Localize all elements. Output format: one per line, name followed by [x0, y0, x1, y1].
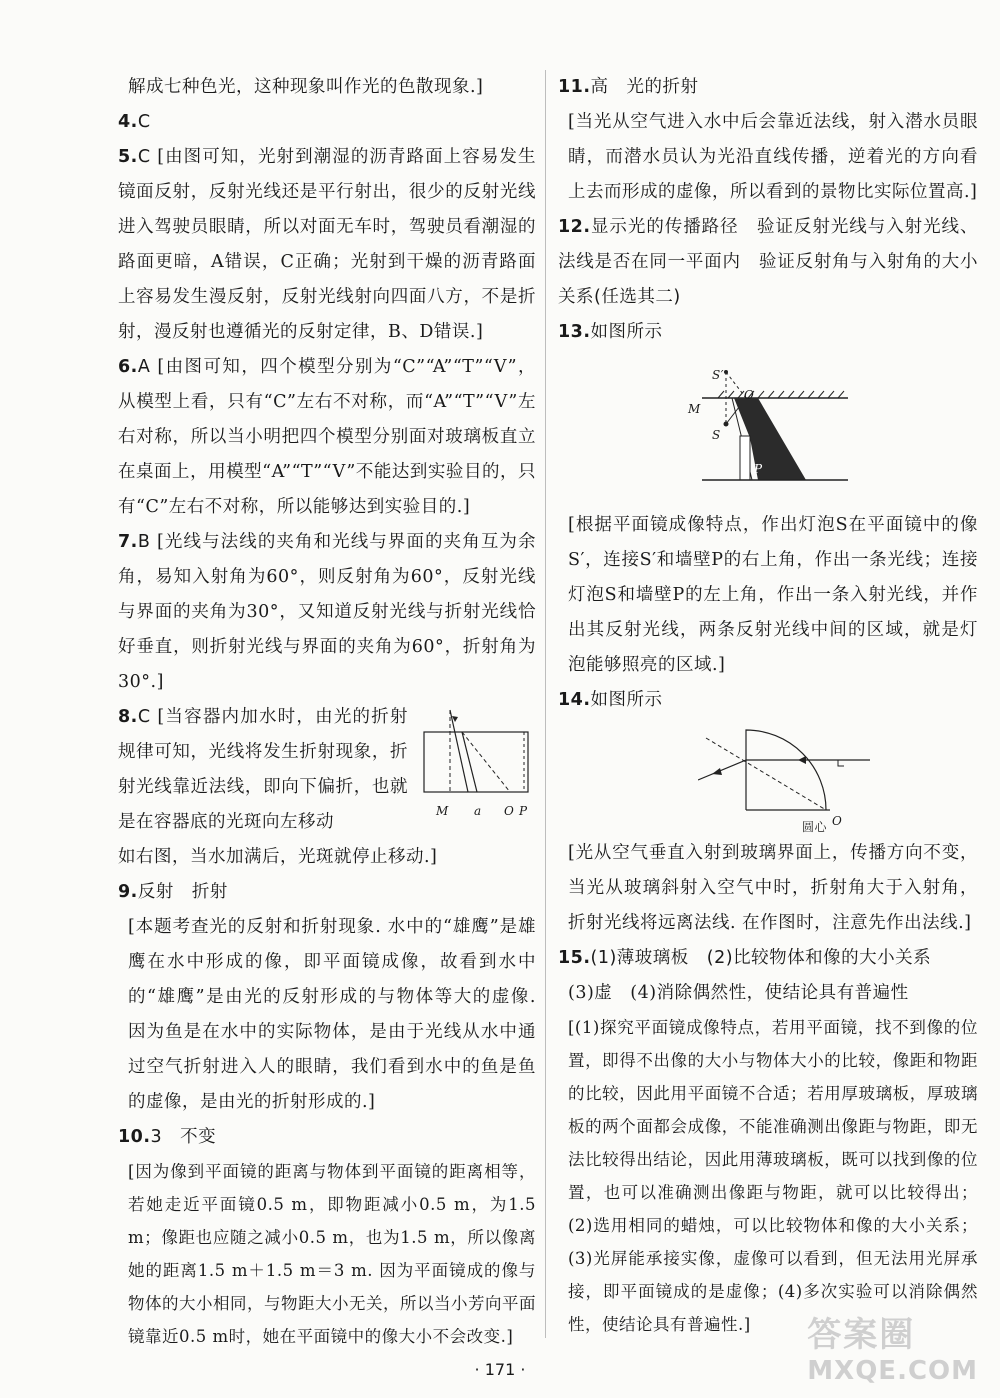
- q8-explanation: [当容器内加水时，由光的折射规律可知，光线将发生折射现象，折射光线靠近法线，即向下偏折，也就是在容器底的光斑向左移动: [118, 707, 408, 832]
- column-divider: [545, 70, 546, 1338]
- q6-explanation: [由图可知，四个模型分别为“C”“A”“T”“V”，从模型上看，只有“C”左右不对称，而“A”“T”“V”左右对称，所以当小明把四个模型分别面对玻璃板直立在桌面上，用模型“A”“T”“V”不能达到实验目的，只有“C”左右不对称，所以能够达到实验目的.]: [118, 357, 536, 517]
- watermark-top: 答案圈: [807, 1315, 916, 1355]
- q15-answer-2: (3)虚 (4)消除偶然性，使结论具有普遍性: [568, 983, 909, 1003]
- q13-figure: [688, 358, 978, 508]
- page-number: · 171 ·: [474, 1360, 526, 1379]
- q6: 6.A [由图可知，四个模型分别为“C”“A”“T”“V”，从模型上看，只有“C”左右不对称，而“A”“T”“V”左右对称，所以当小明把四个模型分别面对玻璃板直立在桌面上，用模型“A”“T”“V”不能达到实验目的，只有“C”左右不对称，所以能够达到实验目的.]: [118, 357, 536, 517]
- q15-explanation: [(1)探究平面镜成像特点，若用平面镜，找不到像的位置，即得不出像的大小与物体大小的比较，像距和物距的比较，因此用平面镜不合适；若用厚玻璃板，厚玻璃板的两个面都会成像，不能准确测出像距与物距，即无法比较得出结论，因此用薄玻璃板，既可以找到像的位置，也可以准确测出像距与物距，就可以比较得出；(2)选用相同的蜡烛，可以比较物体和像的大小关系；(3)光屏能承接实像，虚像可以看到，但无法用光屏承接，即平面镜成的是虚像；(4)多次实验可以消除偶然性，使结论具有普遍性.]: [568, 1018, 978, 1334]
- label-a: a: [474, 804, 482, 818]
- q14: 14.如图所示: [558, 690, 663, 710]
- q11: 11.高 光的折射: [558, 77, 699, 97]
- q12: 12.显示光的传播路径 验证反射光线与入射光线、法线是否在同一平面内 验证反射角与入射角的大小关系(任选其二): [558, 217, 978, 307]
- watermark-logo: [807, 1307, 978, 1386]
- label-o13: O: [744, 388, 755, 402]
- q11-explanation: [当光从空气进入水中后会靠近法线，射入潜水员眼睛，而潜水员认为光沿直线传播，逆着光的方向看上去而形成的虚像，所以看到的景物比实际位置高.]: [568, 112, 978, 202]
- right-column: [558, 70, 978, 1341]
- q7: 7.B [光线与法线的夹角和光线与界面的夹角互为余角，易知入射角为60°，则反射角为60°，反射光线与界面的夹角为30°，又知道反射光线与折射光线恰好垂直，则折射光线与界面的夹角为60°，折射角为30°.]: [118, 532, 536, 692]
- q5: 5.C [由图可知，光射到潮湿的沥青路面上容易发生镜面反射，反射光线还是平行射出，很少的反射光线进入驾驶员眼睛，所以对面无车时，驾驶员看潮湿的路面更暗，A错误，C正确；光射到干燥的沥青路面上容易发生漫反射，反射光线射向四面八方，不是折射，漫反射也遵循光的反射定律，B、D错误.]: [118, 147, 536, 342]
- q13: 13.如图所示: [558, 322, 663, 342]
- q8: 8.C [当容器内加水时，由光的折射规律可知，光线将发生折射现象，折射光线靠近法线，即向下偏折，也就是在容器底的光斑向左移动 M a O P: [118, 700, 536, 840]
- label-m: M: [436, 804, 449, 818]
- label-o14: O: [832, 814, 843, 828]
- q9-explanation: [本题考查光的反射和折射现象. 水中的“雄鹰”是雄鹰在水中形成的像，即平面镜成像，故看到水中的“雄鹰”是由光的反射形成的与物体等大的虚像. 因为鱼是在水中的实际物体，是由于光线从水中通过空气折射进入人的眼睛，我们看到水中的鱼是鱼的虚像，是由光的折射形成的.]: [128, 917, 536, 1112]
- q13-explanation: [根据平面镜成像特点，作出灯泡S在平面镜中的像S′，连接S′和墙壁P的右上角，作出一条光线；连接灯泡S和墙壁P的左上角，作出一条入射光线，并作出其反射光线，两条反射光线中间的区域，就是灯泡能够照亮的区域.]: [568, 515, 978, 675]
- q4: 4.C: [118, 112, 151, 132]
- label-s-prime: S′: [712, 368, 724, 382]
- left-column: [118, 70, 536, 1353]
- q10-explanation: [因为像到平面镜的距离与物体到平面镜的距离相等，若她走近平面镜0.5 m，即物距减小0.5 m，为1.5 m；像距也应随之减小0.5 m，也为1.5 m，所以像离她的距离1.5 m＋1.5 m＝3 m. 因为平面镜成的像与物体的大小相同，与物距大小无关，所以当小芳向平面镜靠近0.5 m时，她在平面镜中的像大小不会改变.]: [128, 1162, 536, 1346]
- label-s: S: [712, 428, 721, 442]
- semicircle-glass-diagram: [698, 724, 878, 824]
- watermark-bottom: MXQE.COM: [807, 1356, 978, 1386]
- label-o: O: [504, 804, 515, 818]
- label-m13: M: [688, 402, 701, 416]
- label-p: P: [519, 804, 528, 818]
- q8-figure: [422, 708, 532, 818]
- q14-figure: [698, 724, 978, 836]
- q14-explanation: [光从空气垂直入射到玻璃界面上，传播方向不变，当光从玻璃斜射入空气中时，折射角大于入射角，折射光线将远离法线. 在作图时，注意先作出法线.]: [568, 843, 978, 933]
- q8-tail: 如右图，当水加满后，光斑就停止移动.]: [118, 847, 438, 867]
- q9: 9.反射 折射: [118, 882, 228, 902]
- label-center: 圆心: [802, 820, 828, 834]
- q3-tail: 解成七种色光，这种现象叫作光的色散现象.]: [128, 77, 484, 97]
- q5-explanation: [由图可知，光射到潮湿的沥青路面上容易发生镜面反射，反射光线还是平行射出，很少的反射光线进入驾驶员眼睛，所以对面无车时，驾驶员看潮湿的路面更暗，A错误，C正确；光射到干燥的沥青路面上容易发生漫反射，反射光线射向四面八方，不是折射，漫反射也遵循光的反射定律，B、D错误.]: [118, 147, 536, 342]
- q7-explanation: [光线与法线的夹角和光线与界面的夹角互为余角，易知入射角为60°，则反射角为60°，反射光线与界面的夹角为30°，又知道反射光线与折射光线恰好垂直，则折射光线与界面的夹角为60°，折射角为30°.]: [118, 532, 536, 692]
- refraction-container-diagram: [422, 708, 532, 808]
- q10: 10.3 不变: [118, 1127, 217, 1147]
- q15: 15.(1)薄玻璃板 (2)比较物体和像的大小关系: [558, 948, 932, 968]
- label-p13: P: [754, 462, 763, 476]
